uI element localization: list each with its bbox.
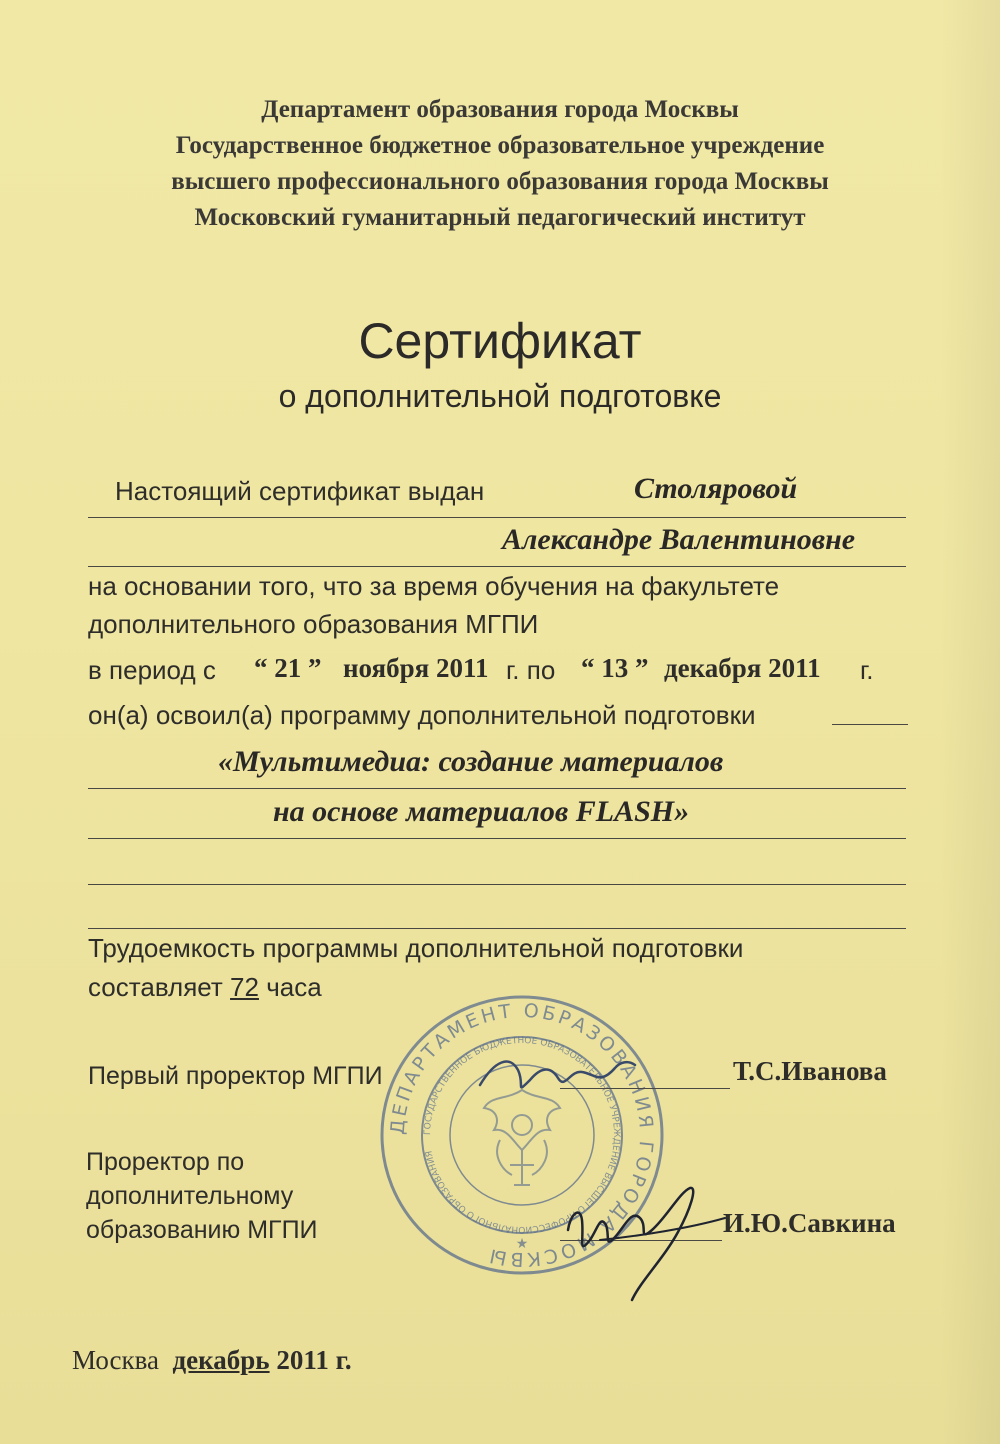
basis-line-2: дополнительного образования МГПИ — [88, 609, 539, 639]
rule-line — [88, 884, 906, 885]
period-to-month: декабря 2011 — [664, 653, 821, 683]
period-from-day: “ 21 ” — [254, 653, 322, 683]
period-year-suffix: г. — [860, 655, 874, 685]
header-line-4: Московский гуманитарный педагогический институт — [194, 204, 806, 231]
recipient-name: Александре Валентиновне — [502, 523, 856, 556]
header-line-3: высшего профессионального образования города Москвы — [171, 168, 829, 195]
workload-hours: 72 — [230, 972, 259, 1002]
footer-year: 2011 г. — [276, 1345, 352, 1375]
mastered-text: он(а) освоил(а) программу дополнительной подготовки — [88, 700, 756, 730]
footer-place-date — [72, 1345, 352, 1376]
second-signatory-role-line-3: образованию МГПИ — [86, 1216, 318, 1244]
period-from-month: ноября 2011 — [343, 653, 489, 683]
second-signatory-role-line-2: дополнительному — [86, 1182, 294, 1210]
period-by: г. по — [506, 655, 556, 685]
rule-line — [88, 566, 906, 567]
recipient-surname: Столяровой — [634, 472, 798, 505]
first-signature-icon — [470, 1040, 640, 1110]
issued-label: Настоящий сертификат выдан — [115, 476, 485, 506]
rule-line — [88, 928, 906, 929]
rule-line — [88, 788, 906, 789]
program-line-1: «Мультимедиа: создание материалов — [218, 745, 724, 778]
workload-line-2 — [88, 972, 322, 1003]
second-signatory-name: И.Ю.Савкина — [723, 1208, 896, 1238]
svg-text:★: ★ — [515, 1236, 529, 1252]
stamp-ring-text: ДЕПАРТАМЕНТ ОБРАЗОВАНИЯ ГОРОДА МОСКВЫ — [386, 999, 658, 1271]
workload-prefix: составляет — [88, 972, 223, 1002]
footer-city: Москва — [72, 1345, 159, 1375]
stamp-inner-text: ГОСУДАРСТВЕННОЕ БЮДЖЕТНОЕ ОБРАЗОВАТЕЛЬНОЕ УЧРЕЖДЕНИЕ ВЫСШЕГО ПРОФЕССИОНАЛЬНОГО ОБРАЗОВАНИЯ — [422, 1035, 622, 1235]
second-signatory-role-line-1: Проректор по — [86, 1148, 245, 1176]
certificate-subtitle: о дополнительной подготовке — [278, 378, 722, 414]
rule-line — [88, 838, 906, 839]
workload-line-1: Трудоемкость программы дополнительной подготовки — [88, 933, 744, 963]
basis-line-1: на основании того, что за время обучения на факультете — [88, 571, 780, 601]
second-signature-icon — [540, 1170, 730, 1310]
certificate-title: Сертификат — [358, 313, 642, 369]
period-to-day: “ 13 ” — [581, 653, 649, 683]
first-signatory-name: Т.С.Иванова — [733, 1056, 887, 1086]
period-prefix: в период с — [88, 655, 216, 685]
footer-month: декабрь — [172, 1345, 270, 1375]
rule-line — [832, 724, 908, 725]
header-line-2: Государственное бюджетное образовательное учреждение — [175, 132, 825, 159]
institution-header — [60, 92, 940, 236]
workload-unit: часа — [266, 972, 322, 1002]
program-line-2: на основе материалов FLASH» — [273, 795, 690, 828]
rule-line — [88, 517, 906, 518]
first-signatory-role: Первый проректор МГПИ — [88, 1062, 383, 1090]
header-line-1: Департамент образования города Москвы — [261, 96, 739, 123]
